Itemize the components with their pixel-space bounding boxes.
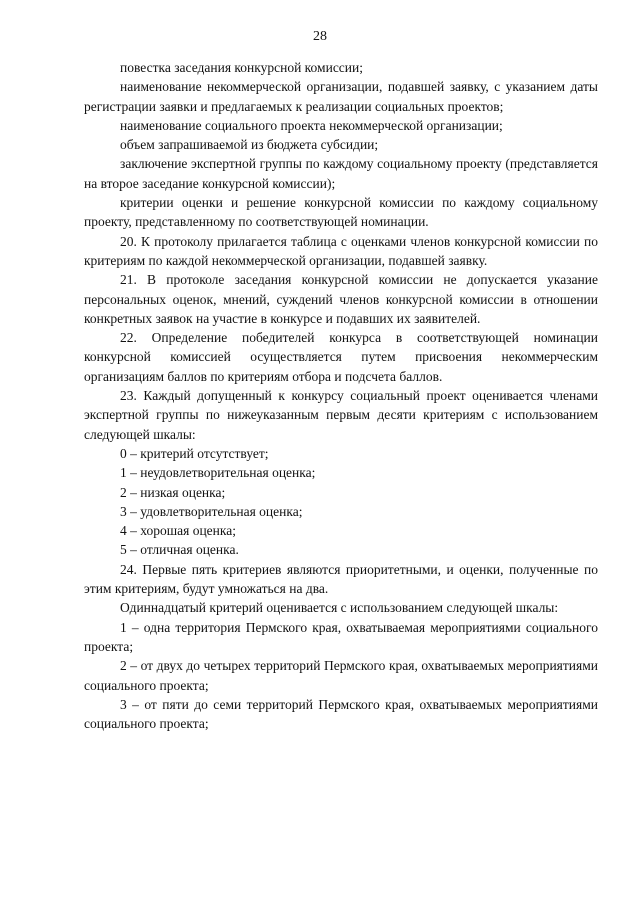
paragraph-project-name: наименование социального проекта некоммерческой организации; [120, 117, 503, 133]
paragraph-eleventh-criterion: Одиннадцатый критерий оценивается с использованием следующей шкалы: [120, 600, 559, 616]
paragraph-subsidy-amount: объем запрашиваемой из бюджета субсидии; [120, 137, 379, 153]
scale-item-2: 2 – низкая оценка; [120, 484, 226, 500]
scale-item-0: 0 – критерий отсутствует; [120, 445, 269, 461]
paragraph-agenda: повестка заседания конкурсной комиссии; [120, 60, 363, 75]
paragraph-item-21: 21. В протоколе заседания конкурсной комиссии не допускается указание персональных оценок, мнений, суждений членов конкурсной комиссии в отношении конкретных заявок на участие в конкурсе и подавших их заявителей. [84, 272, 598, 326]
scale-item-5: 5 – отличная оценка. [120, 542, 239, 558]
scale-item-3: 3 – удовлетворительная оценка; [120, 503, 303, 519]
territory-scale-item-2: 2 – от двух до четырех территорий Пермского края, охватываемых мероприятиями социального проекта; [84, 658, 598, 693]
paragraph-org-name: наименование некоммерческой организации, подавшей заявку, с указанием даты регистрации заявки и предлагаемых к реализации социальных проектов; [84, 79, 598, 114]
paragraph-item-20: 20. К протоколу прилагается таблица с оценками членов конкурсной комиссии по критериям по каждой некоммерческой организации, подавшей заявку. [84, 233, 598, 268]
paragraph-item-22: 22. Определение победителей конкурса в соответствующей номинации конкурсной комиссией осуществляется путем присвоения некоммерческим организациям баллов по критериям отбора и подсчета баллов. [84, 330, 598, 384]
document-body [84, 58, 598, 733]
paragraph-item-24: 24. Первые пять критериев являются приоритетными, и оценки, полученные по этим критериям, будут умножаться на два. [84, 561, 598, 597]
scale-item-4: 4 – хорошая оценка; [120, 523, 236, 539]
territory-scale-item-3: 3 – от пяти до семи территорий Пермского края, охватываемых мероприятиями социального проекта; [84, 696, 598, 732]
paragraph-evaluation-criteria: критерии оценки и решение конкурсной комиссии по каждому социальному проекту, представленному по соответствующей номинации. [84, 195, 598, 230]
scale-item-1: 1 – неудовлетворительная оценка; [120, 465, 316, 481]
territory-scale-item-1: 1 – одна территория Пермского края, охватываемая мероприятиями социального проекта; [84, 619, 598, 654]
paragraph-expert-conclusion: заключение экспертной группы по каждому социальному проекту (представляется на второе заседание конкурсной комиссии); [84, 156, 598, 191]
paragraph-item-23: 23. Каждый допущенный к конкурсу социальный проект оценивается членами экспертной группы по нижеуказанным первым десяти критериям с использованием следующей шкалы: [84, 388, 598, 442]
page-number: 28 [313, 29, 327, 44]
